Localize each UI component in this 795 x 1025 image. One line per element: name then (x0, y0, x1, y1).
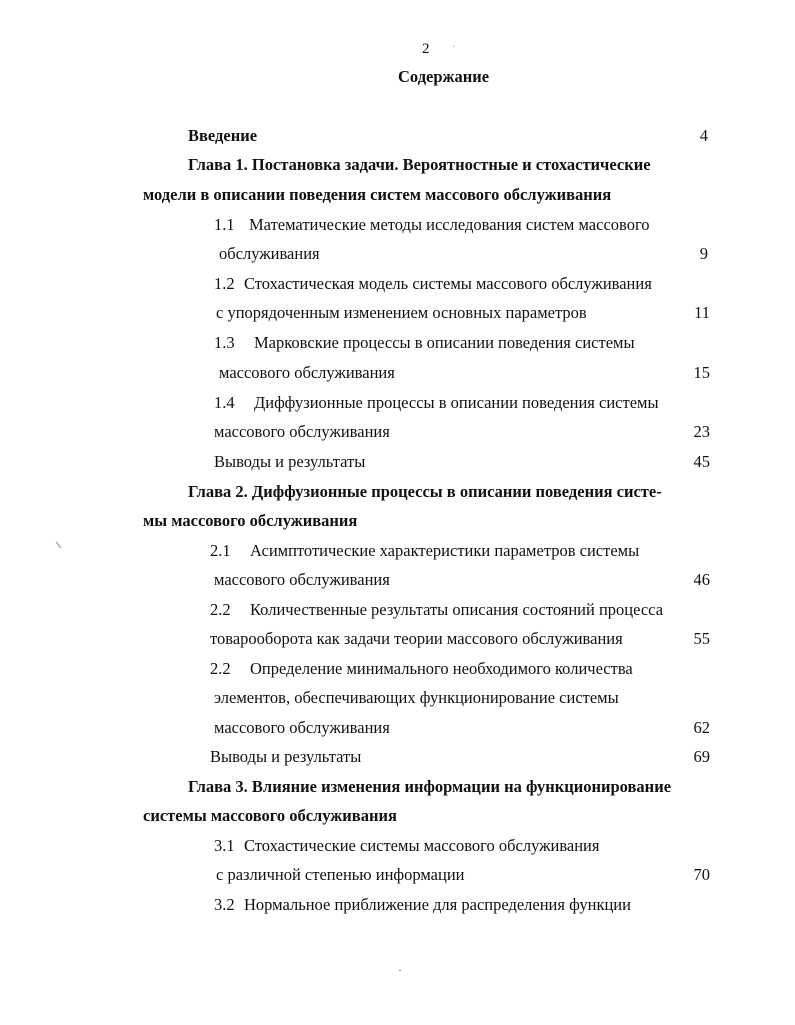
toc-1-1-line1 (214, 217, 650, 234)
toc-2-2-line2: товарооборота как задачи теории массового обслуживания (210, 629, 623, 648)
toc-3-1-page: 70 (693, 865, 710, 884)
toc-ch1-summary-title: Выводы и результаты (214, 452, 366, 471)
toc-2-1-number: 2.1 (210, 541, 231, 560)
toc-1-1-line2: обслуживания (219, 244, 320, 263)
toc-ch2-title-line2: мы массового обслуживания (143, 511, 358, 530)
toc-2-2-title: Количественные результаты описания состояний процесса (250, 600, 664, 619)
toc-intro-title: Введение (188, 126, 258, 145)
toc-2-3-line2: элементов, обеспечивающих функционирование системы (214, 688, 619, 707)
toc-3-1-title: Стохастические системы массового обслуживания (244, 836, 600, 855)
toc-ch3-title-line2: системы массового обслуживания (143, 806, 397, 825)
toc-1-3-line2: массового обслуживания (219, 363, 395, 382)
toc-1-2-line2: с упорядоченным изменением основных параметров (216, 303, 587, 322)
toc-2-1-line1 (210, 543, 639, 560)
page-number: 2 (422, 41, 430, 57)
toc-1-4-line1 (214, 395, 659, 412)
toc-2-3-page: 62 (693, 718, 710, 737)
toc-ch2-summary-page: 69 (693, 747, 710, 766)
toc-2-3-line1 (210, 661, 633, 678)
toc-1-4-line2: массового обслуживания (214, 422, 390, 441)
toc-2-1-line2: массового обслуживания (214, 570, 390, 589)
toc-2-2-line1 (210, 602, 663, 619)
toc-ch3-title-line1: Глава 3. Влияние изменения информации на функционирование (188, 777, 672, 796)
toc-2-3-number: 2.2 (210, 659, 231, 678)
toc-ch2-title-line1: Глава 2. Диффузионные процессы в описании поведения систе- (188, 482, 662, 501)
toc-3-1-line1 (214, 838, 599, 855)
toc-1-1-page: 9 (699, 244, 708, 263)
toc-3-1-line2: с различной степенью информации (216, 865, 465, 884)
toc-ch1-title-line1: Глава 1. Постановка задачи. Вероятностные и стохастические (188, 155, 651, 174)
toc-ch2-summary-title: Выводы и результаты (210, 747, 362, 766)
toc-3-1-number: 3.1 (214, 836, 235, 855)
toc-1-2-line1 (214, 276, 652, 293)
toc-1-4-title: Диффузионные процессы в описании поведения системы (254, 393, 659, 412)
toc-1-3-line1 (214, 335, 635, 352)
toc-1-1-title: Математические методы исследования систем массового (249, 215, 650, 234)
toc-ch1-title-line2: модели в описании поведения систем массового обслуживания (143, 185, 612, 204)
scan-mark (56, 542, 62, 549)
toc-2-2-number: 2.2 (210, 600, 231, 619)
toc-3-2-number: 3.2 (214, 895, 235, 914)
toc-2-3-title: Определение минимального необходимого количества (250, 659, 633, 678)
toc-3-2-line1 (214, 897, 631, 914)
toc-1-1-number: 1.1 (214, 215, 235, 234)
toc-2-1-title: Асимптотические характеристики параметров системы (250, 541, 640, 560)
toc-1-2-page: 11 (694, 303, 710, 322)
toc-3-2-title: Нормальное приближение для распределения функции (244, 895, 631, 914)
toc-1-3-title: Марковские процессы в описании поведения системы (254, 333, 635, 352)
toc-1-4-number: 1.4 (214, 393, 235, 412)
toc-2-1-page: 46 (693, 570, 710, 589)
toc-intro-page: 4 (699, 126, 708, 145)
toc-1-3-number: 1.3 (214, 333, 235, 352)
scan-speck (399, 970, 401, 971)
toc-2-3-line3: массового обслуживания (214, 718, 390, 737)
page-title: Содержание (398, 67, 490, 86)
toc-1-4-page: 23 (693, 422, 710, 441)
scan-speck (453, 46, 454, 47)
toc-ch1-summary-page: 45 (693, 452, 710, 471)
toc-2-2-page: 55 (693, 629, 710, 648)
toc-1-3-page: 15 (693, 363, 710, 382)
toc-1-2-number: 1.2 (214, 274, 235, 293)
toc-1-2-title: Стохастическая модель системы массового обслуживания (244, 274, 652, 293)
